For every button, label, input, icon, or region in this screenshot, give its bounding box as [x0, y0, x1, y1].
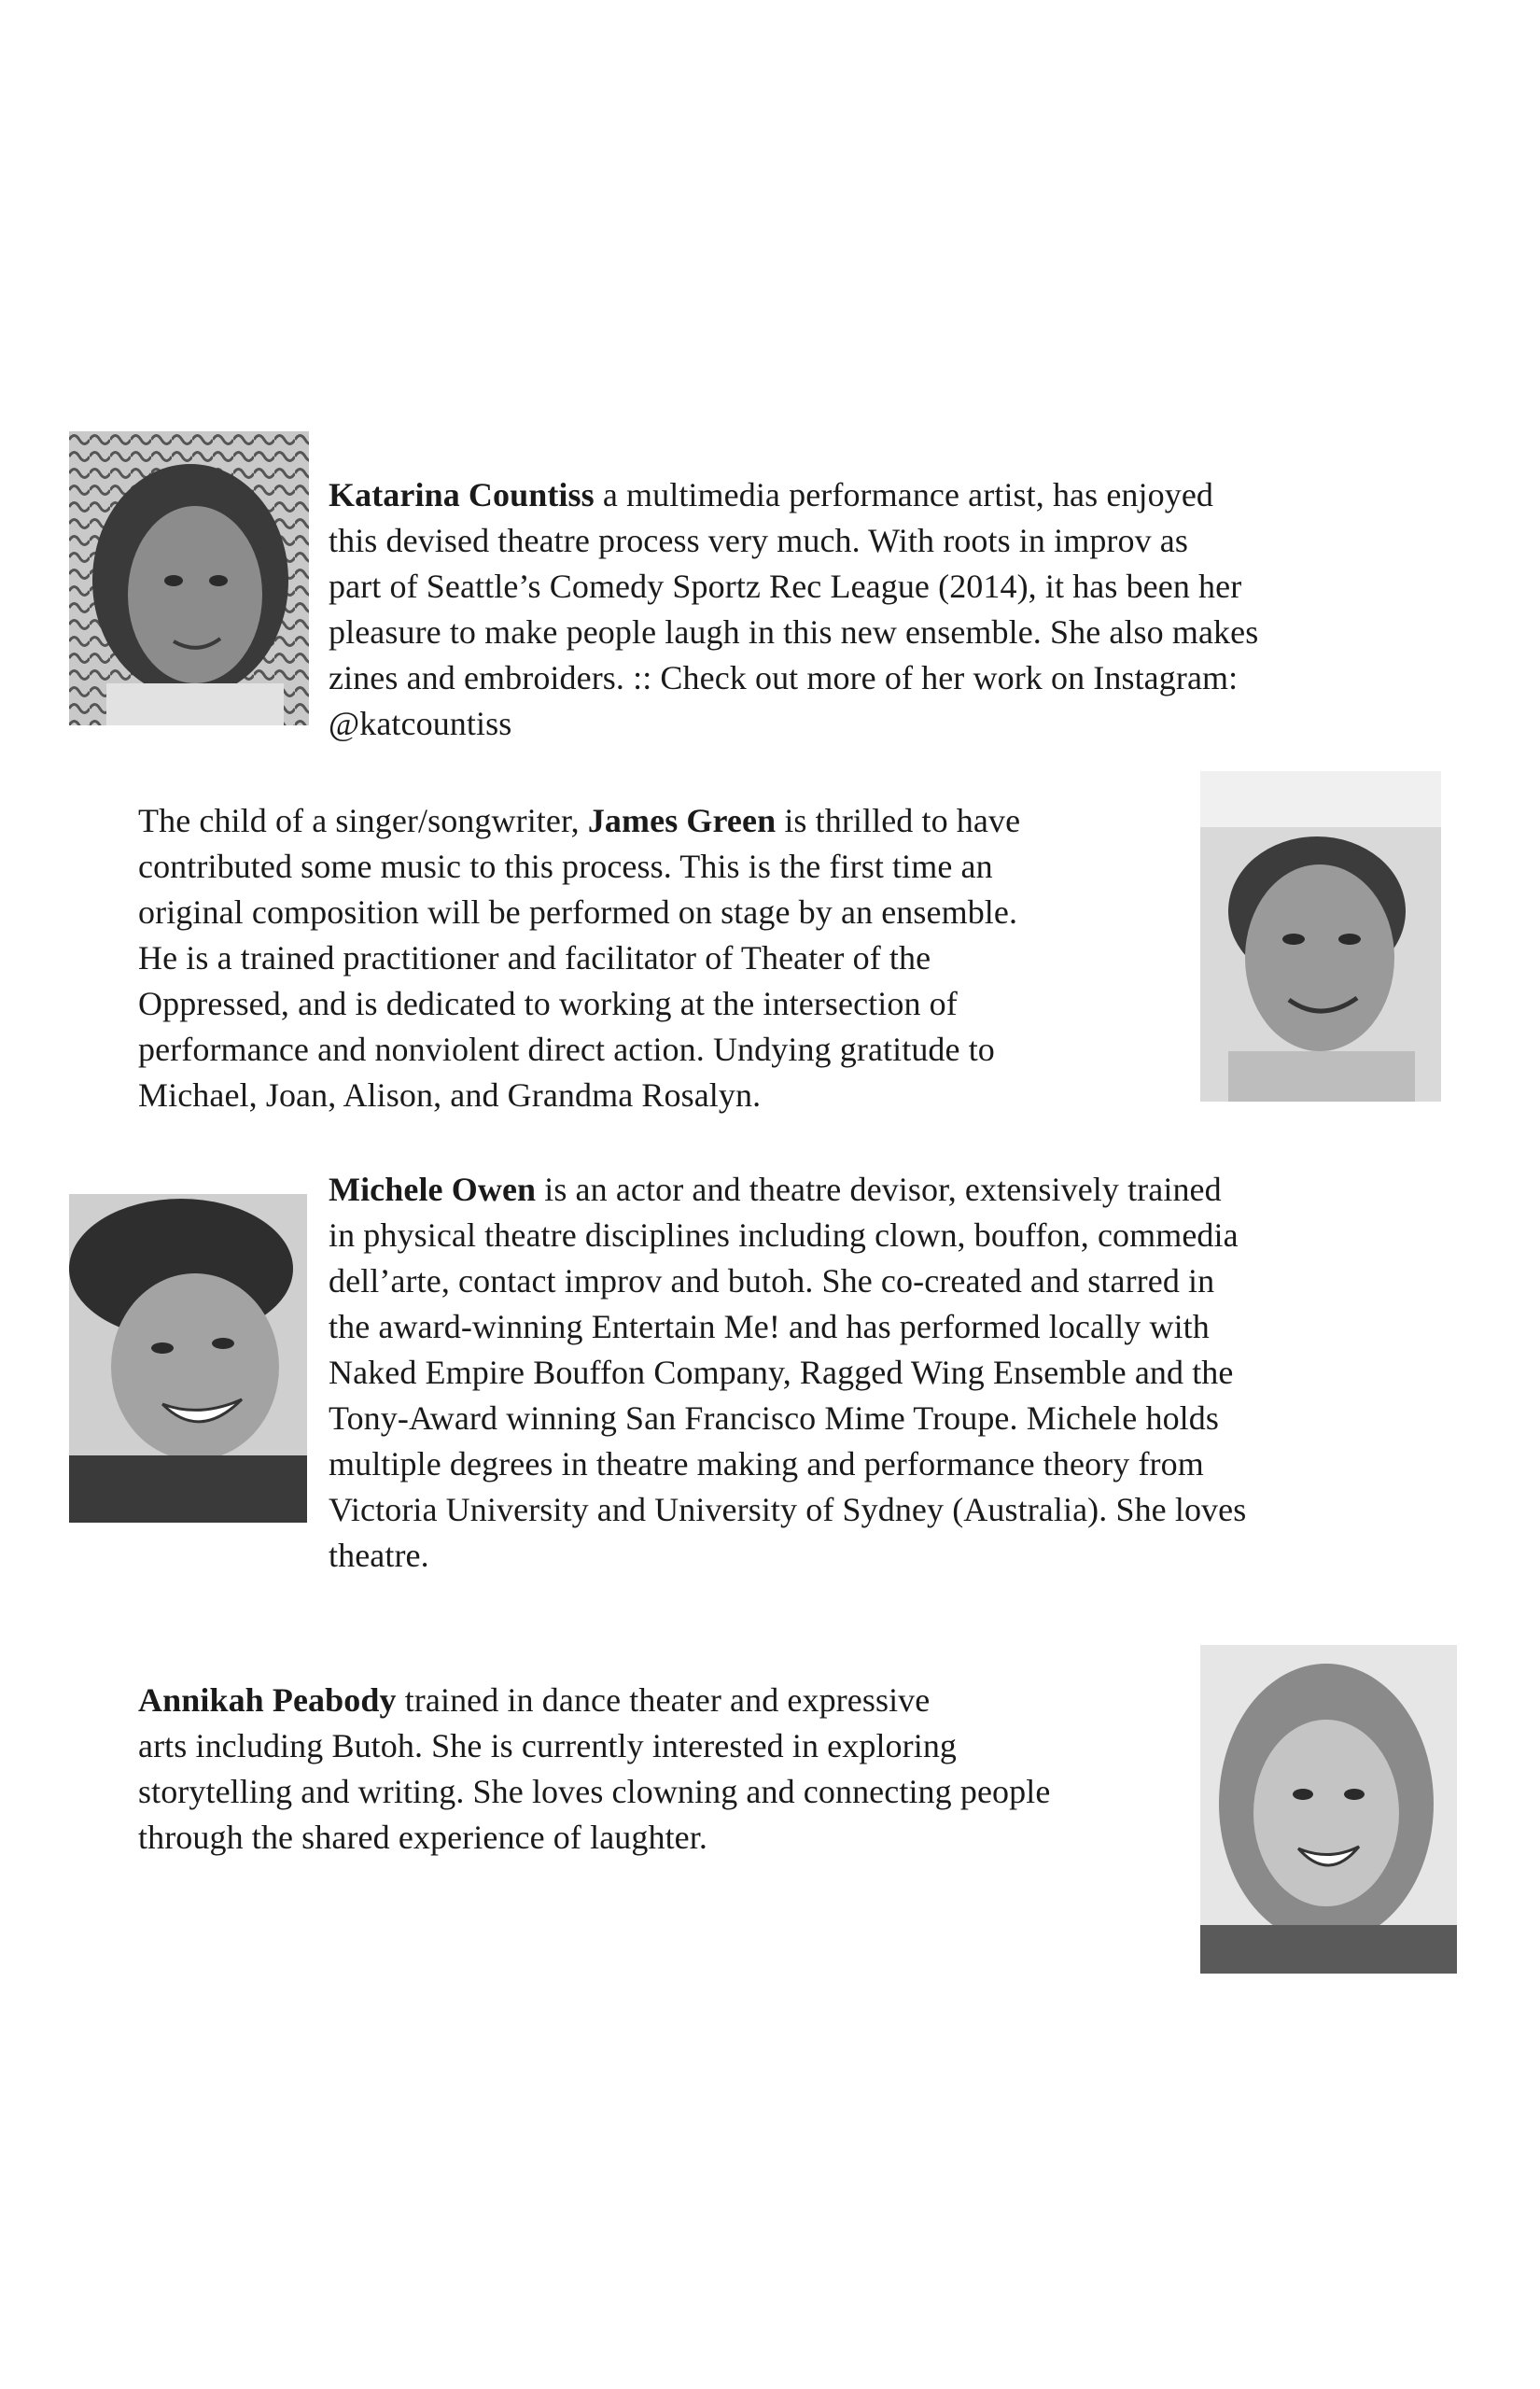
bio-annikah-peabody: Annikah Peabody trained in dance theater and expressive arts including Butoh. She is currently interested in exploring storytelling and writing. She loves clowning and connecting people through the shared experience of laughter.	[138, 1681, 1051, 1856]
portrait-photo-icon	[69, 431, 309, 725]
katarina-countiss-photo	[69, 431, 309, 725]
bio-katarina-countiss: Katarina Countiss a multimedia performance artist, has enjoyed this devised theatre process very much. With roots in improv as part of Seattle’s Comedy Sportz Rec League (2014), it has been her pleasure to make people laugh in this new ensemble. She also makes zines and embroiders. :: Check out more of her work on Instagram: @katcountiss	[329, 476, 1259, 742]
bio-name: Michele Owen	[329, 1171, 537, 1208]
portrait-photo-icon	[69, 1194, 307, 1523]
james-green-photo	[1200, 771, 1441, 1102]
bio-michele-owen: Michele Owen is an actor and theatre devisor, extensively trained in physical theatre disciplines including clown, bouffon, commedia dell’arte, contact improv and butoh. She co-created and starred in the award-winning Entertain Me! and has performed locally with Naked Empire Bouffon Company, Ragged Wing Ensemble and the Tony-Award winning San Francisco Mime Troupe. Michele holds multiple degrees in theatre making and performance theory from Victoria University and University of Sydney (Australia). She loves theatre.	[329, 1171, 1247, 1574]
annikah-peabody-photo	[1200, 1645, 1457, 1974]
bio-james-green: The child of a singer/songwriter, James Green is thrilled to have contributed some music to this process. This is the first time an original composition will be performed on stage by an ensemble. He is a trained practitioner and facilitator of Theater of the Oppressed, and is dedicated to working at the intersection of performance and nonviolent direct action. Undying gratitude to Michael, Joan, Alison, and Grandma Rosalyn.	[138, 802, 1021, 1114]
portrait-photo-icon	[1200, 1645, 1457, 1974]
michele-owen-photo	[69, 1194, 307, 1523]
bio-name: Katarina Countiss	[329, 476, 595, 513]
portrait-photo-icon	[1200, 771, 1441, 1102]
bio-name: James Green	[587, 802, 777, 839]
bio-name: Annikah Peabody	[138, 1681, 397, 1719]
